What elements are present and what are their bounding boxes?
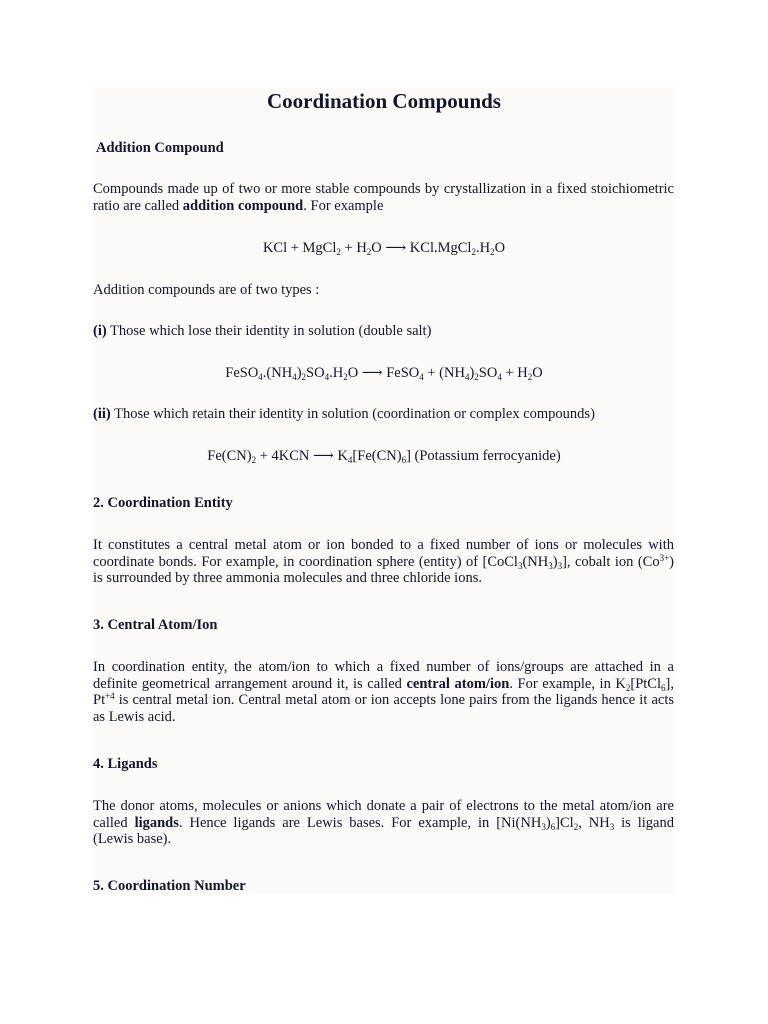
addition-compound-paragraph xyxy=(93,181,674,214)
subscript: 2 xyxy=(573,821,579,832)
eq-part: + H xyxy=(501,365,528,381)
eq-part: O ⟶ FeSO xyxy=(347,365,420,381)
text: It constitutes a central metal atom or ion bonded to a fixed number of ions or molecules with coordinate bonds. For example, in coordination sphere (entity) of [CoCl xyxy=(93,537,674,570)
equation-kcl-mgcl2 xyxy=(92,240,676,257)
eq-part: ) xyxy=(469,365,475,381)
text: , NH xyxy=(578,814,610,831)
text: (NH xyxy=(522,553,549,570)
subscript: 2 xyxy=(474,372,479,382)
text: ) xyxy=(545,814,551,831)
page-title: Coordination Compounds xyxy=(267,89,501,113)
text: [PtCl xyxy=(630,675,662,692)
subscript: 3 xyxy=(548,560,553,571)
subscript: 3 xyxy=(609,821,615,832)
subscript: 4 xyxy=(324,372,330,382)
eq-part: KCl + MgCl xyxy=(262,240,337,256)
eq-part: ) xyxy=(296,365,302,381)
text: ]Cl xyxy=(555,814,574,831)
text: In coordination entity, the atom/ion to which a fixed number of ions/groups are attached in a definite geometrical arrangement around it, is called xyxy=(93,659,674,692)
eq-part: FeSO xyxy=(225,365,259,381)
type-1-text: Those which lose their identity in solution (double salt) xyxy=(106,323,432,339)
type-1-label: (i) xyxy=(93,323,107,339)
superscript: +4 xyxy=(105,691,115,702)
superscript: 3+ xyxy=(659,552,670,563)
text: is central metal ion. Central metal atom or ion accepts lone pairs from the ligands hence it acts as Lewis acid. xyxy=(93,692,674,725)
type-2-text: Those which retain their identity in solution (coordination or complex compounds) xyxy=(110,406,595,422)
subscript: 6 xyxy=(550,821,556,832)
subscript: 6 xyxy=(401,455,407,465)
eq-part: + 4KCN ⟶ K xyxy=(256,448,348,464)
subscript: 2 xyxy=(527,372,533,382)
subscript: 3 xyxy=(517,560,523,571)
section-heading-coordination-entity: 2. Coordination Entity xyxy=(93,495,233,511)
eq-part: .(NH xyxy=(262,365,293,381)
section-heading-addition-compound: Addition Compound xyxy=(96,140,224,156)
bold-term: addition compound xyxy=(182,197,304,214)
bold-term: ligands xyxy=(134,814,179,831)
subscript: 2 xyxy=(336,247,341,257)
central-atom-paragraph xyxy=(93,659,674,725)
subscript: 4 xyxy=(419,372,424,382)
equation-ferrocyanide xyxy=(92,448,676,465)
type-2-line xyxy=(93,406,674,423)
section-heading-central-atom: 3. Central Atom/Ion xyxy=(93,617,218,633)
eq-part: .H xyxy=(475,240,491,256)
subscript: 4 xyxy=(497,372,502,382)
eq-part: SO xyxy=(306,365,325,381)
text: . For example xyxy=(303,197,384,214)
text: ], cobalt ion (Co xyxy=(562,553,660,570)
types-line: Addition compounds are of two types : xyxy=(93,282,320,298)
subscript: 4 xyxy=(258,372,263,382)
bold-term: central atom/ion xyxy=(406,675,510,692)
text: . For example, in K xyxy=(509,675,626,692)
subscript: 2 xyxy=(251,455,257,465)
text: ], Pt xyxy=(93,675,674,709)
eq-part: O xyxy=(532,365,543,381)
section-heading-coordination-number: 5. Coordination Number xyxy=(93,878,246,894)
text: is ligand (Lewis base). xyxy=(93,814,674,848)
subscript: 2 xyxy=(625,682,631,693)
subscript: 4 xyxy=(292,372,297,382)
eq-part: SO xyxy=(478,365,498,381)
document-page xyxy=(92,86,676,894)
subscript: 6 xyxy=(661,682,666,693)
eq-part: O xyxy=(494,240,506,256)
eq-part: + (NH xyxy=(423,365,465,381)
subscript: 2 xyxy=(366,247,372,257)
type-2-label: (ii) xyxy=(93,406,111,422)
subscript: 4 xyxy=(347,455,353,465)
subscript: 2 xyxy=(490,247,495,257)
eq-part: [Fe(CN) xyxy=(352,448,402,464)
subscript: 3 xyxy=(557,560,563,571)
text: ) is surrounded by three ammonia molecules and three chloride ions. xyxy=(93,553,674,587)
subscript: 2 xyxy=(343,372,348,382)
eq-part: + H xyxy=(340,240,367,256)
coordination-entity-paragraph xyxy=(93,537,674,587)
subscript: 2 xyxy=(471,247,476,257)
eq-part: Fe(CN) xyxy=(207,448,252,464)
section-heading-ligands: 4. Ligands xyxy=(93,756,158,772)
eq-part: ] (Potassium ferrocyanide) xyxy=(406,448,561,464)
subscript: 3 xyxy=(541,821,546,832)
text: Compounds made up of two or more stable compounds by crystallization in a fixed stoichiometric ratio are called xyxy=(93,181,674,214)
equation-double-salt xyxy=(92,365,676,382)
eq-part: .H xyxy=(329,365,344,381)
subscript: 2 xyxy=(301,372,307,382)
eq-part: O ⟶ KCl.MgCl xyxy=(371,240,472,256)
subscript: 4 xyxy=(464,372,470,382)
text: ) xyxy=(552,553,558,570)
text: The donor atoms, molecules or anions which donate a pair of electrons to the metal atom/ion are called xyxy=(93,798,674,831)
ligands-paragraph xyxy=(93,798,674,848)
type-1-line xyxy=(93,323,674,340)
text: . Hence ligands are Lewis bases. For example, in [Ni(NH xyxy=(178,814,542,831)
